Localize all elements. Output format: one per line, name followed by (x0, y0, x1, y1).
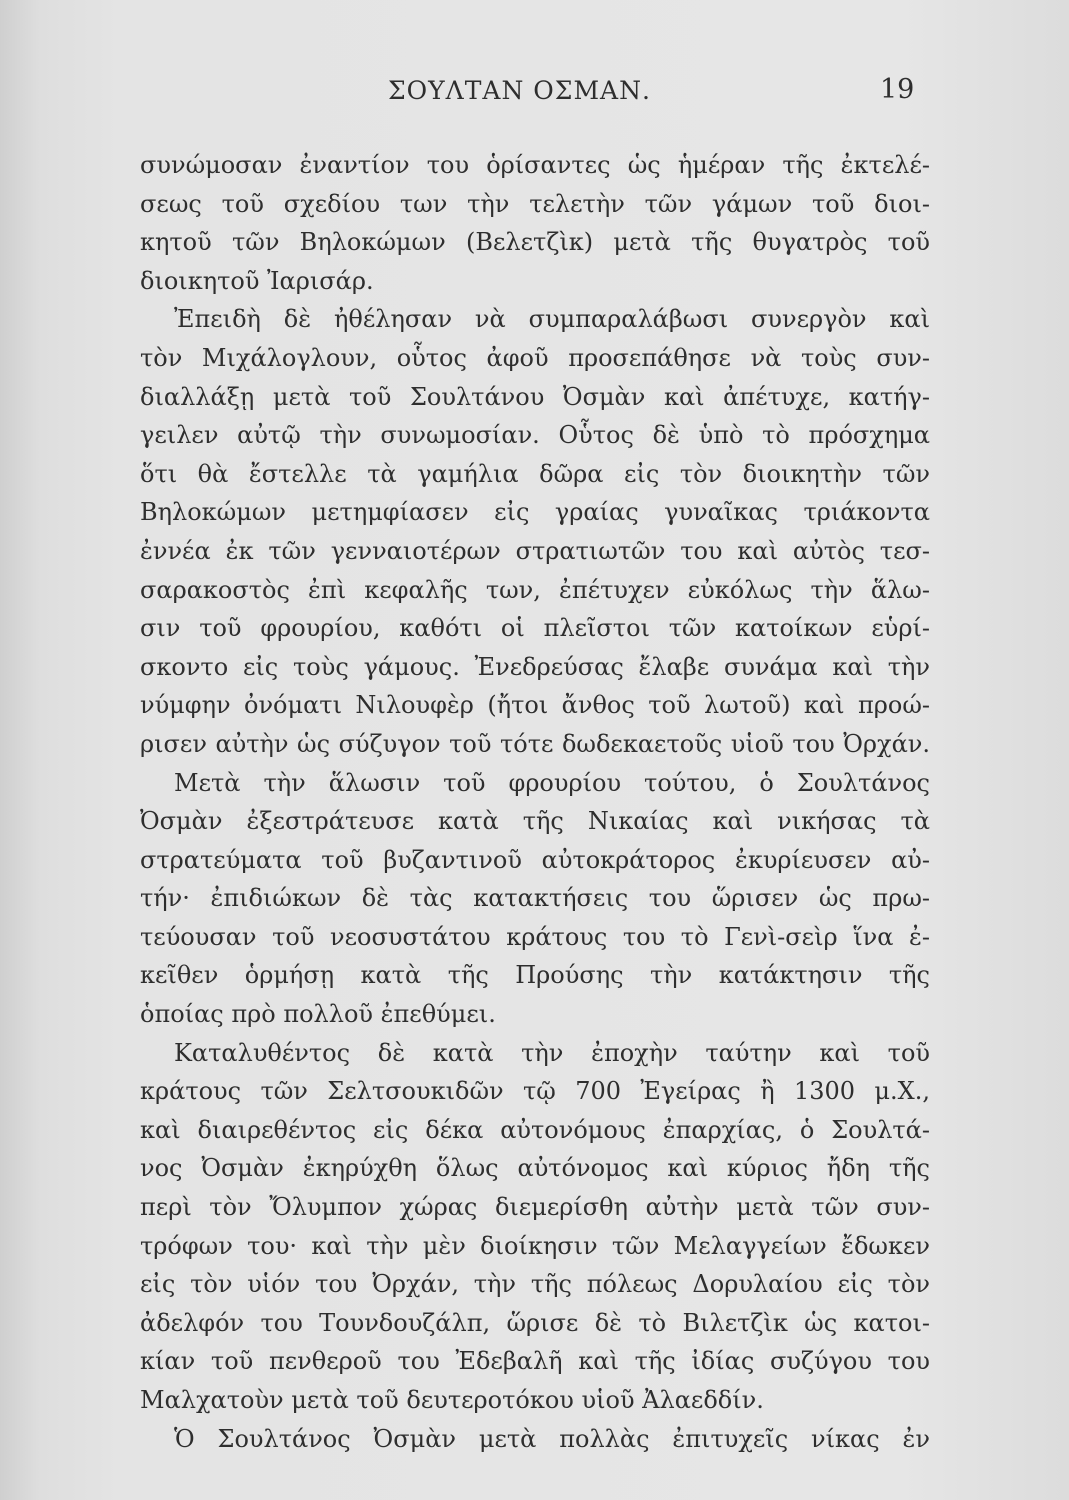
text-line: Βηλοκώμων μετημφίασεν εἰς γραίας γυναῖκας τριάκοντα (140, 498, 930, 527)
text-line: νος Ὀσμὰν ἐκηρύχθη ὅλως αὐτόνομος καὶ κύριος ἤδη τῆς (140, 1154, 930, 1183)
text-line: ὅτι θὰ ἔστελλε τὰ γαμήλια δῶρα εἰς τὸν διοικητὴν τῶν (140, 459, 930, 488)
text-line: σκοντο εἰς τοὺς γάμους. Ἐνεδρεύσας ἔλαβε συνάμα καὶ τὴν (140, 652, 930, 681)
text-line: εἰς τὸν υἱόν του Ὀρχάν, τὴν τῆς πόλεως Δορυλαίου εἰς τὸν (140, 1270, 930, 1299)
text-line: Καταλυθέντος δὲ κατὰ τὴν ἐποχὴν ταύτην καὶ τοῦ (174, 1038, 930, 1067)
text-line: σεως τοῦ σχεδίου των τὴν τελετὴν τῶν γάμων τοῦ διοι- (140, 189, 930, 218)
text-line: Ἐπειδὴ δὲ ἠθέλησαν νὰ συμπαραλάβωσι συνεργὸν καὶ (174, 305, 930, 334)
text-line: τρόφων του· καὶ τὴν μὲν διοίκησιν τῶν Μελαγγείων ἔδωκεν (140, 1231, 930, 1260)
text-line: ρισεν αὐτὴν ὡς σύζυγον τοῦ τότε δωδεκαετοῦς υἱοῦ του Ὀρχάν. (140, 729, 930, 758)
text-line: διαλλάξῃ μετὰ τοῦ Σουλτάνου Ὀσμὰν καὶ ἀπέτυχε, κατήγ- (140, 382, 930, 411)
text-line: Ὀσμὰν ἐξεστράτευσε κατὰ τῆς Νικαίας καὶ νικήσας τὰ (140, 807, 930, 836)
text-line: συνώμοσαν ἐναντίον του ὁρίσαντες ὡς ἡμέραν τῆς ἐκτελέ- (140, 151, 930, 179)
text-line: Μαλχατοὺν μετὰ τοῦ δευτεροτόκου υἱοῦ Ἀλαεδδίν. (140, 1386, 764, 1414)
text-line: ἀδελφόν του Τουνδουζάλπ, ὥρισε δὲ τὸ Βιλετζὶκ ὡς κατοι- (140, 1308, 930, 1337)
text-line: τὸν Μιχάλογλουν, οὗτος ἀφοῦ προσεπάθησε νὰ τοὺς συν- (140, 343, 930, 372)
text-line: νύμφην ὀνόματι Νιλουφὲρ (ἤτοι ἄνθος τοῦ λωτοῦ) καὶ προώ- (140, 691, 930, 720)
text-line: κίαν τοῦ πενθεροῦ του Ἐδεβαλῆ καὶ τῆς ἰδίας συζύγου του (140, 1347, 930, 1376)
body-text (140, 146, 930, 1458)
text-line: καὶ διαιρεθέντος εἰς δέκα αὐτονόμους ἐπαρχίας, ὁ Σουλτά- (140, 1115, 930, 1144)
page-number: 19 (880, 74, 915, 105)
text-line: στρατεύματα τοῦ βυζαντινοῦ αὐτοκράτορος ἐκυρίευσεν αὐ- (140, 845, 930, 874)
text-line: περὶ τὸν Ὄλυμπον χώρας διεμερίσθη αὐτὴν μετὰ τῶν συν- (140, 1193, 930, 1222)
running-title: ΣΟΥΛΤΑΝ ΟΣΜΑΝ. (388, 76, 651, 105)
text-line: γειλεν αὐτῷ τὴν συνωμοσίαν. Οὗτος δὲ ὑπὸ τὸ πρόσχημα (140, 421, 930, 450)
text-line: ἐννέα ἐκ τῶν γενναιοτέρων στρατιωτῶν του καὶ αὐτὸς τεσ- (140, 536, 930, 565)
text-line: σαρακοστὸς ἐπὶ κεφαλῆς των, ἐπέτυχεν εὐκόλως τὴν ἅλω- (140, 575, 930, 604)
text-line: τεύουσαν τοῦ νεοσυστάτου κράτους του τὸ Γενὶ-σεὶρ ἵνα ἐ- (140, 922, 930, 951)
text-line: κράτους τῶν Σελτσουκιδῶν τῷ 700 Ἐγείρας ἢ 1300 μ.Χ., (140, 1077, 930, 1106)
text-line: σιν τοῦ φρουρίου, καθότι οἱ πλεῖστοι τῶν κατοίκων εὑρί- (140, 614, 930, 643)
running-head (0, 72, 1069, 112)
text-line: Ὁ Σουλτάνος Ὀσμὰν μετὰ πολλὰς ἐπιτυχεῖς νίκας ἐν (174, 1424, 930, 1453)
text-line: κεῖθεν ὁρμήσῃ κατὰ τῆς Προύσης τὴν κατάκτησιν τῆς (140, 961, 930, 990)
text-line: Μετὰ τὴν ἅλωσιν τοῦ φρουρίου τούτου, ὁ Σουλτάνος (174, 768, 930, 797)
text-line: ὁποίας πρὸ πολλοῦ ἐπεθύμει. (140, 1000, 496, 1029)
text-line: κητοῦ τῶν Βηλοκώμων (Βελετζὶκ) μετὰ τῆς θυγατρὸς τοῦ (140, 228, 930, 257)
text-line: τήν· ἐπιδιώκων δὲ τὰς κατακτήσεις του ὥρισεν ὡς πρω- (140, 884, 930, 913)
text-line: διοικητοῦ Ἰαρισάρ. (140, 266, 374, 295)
